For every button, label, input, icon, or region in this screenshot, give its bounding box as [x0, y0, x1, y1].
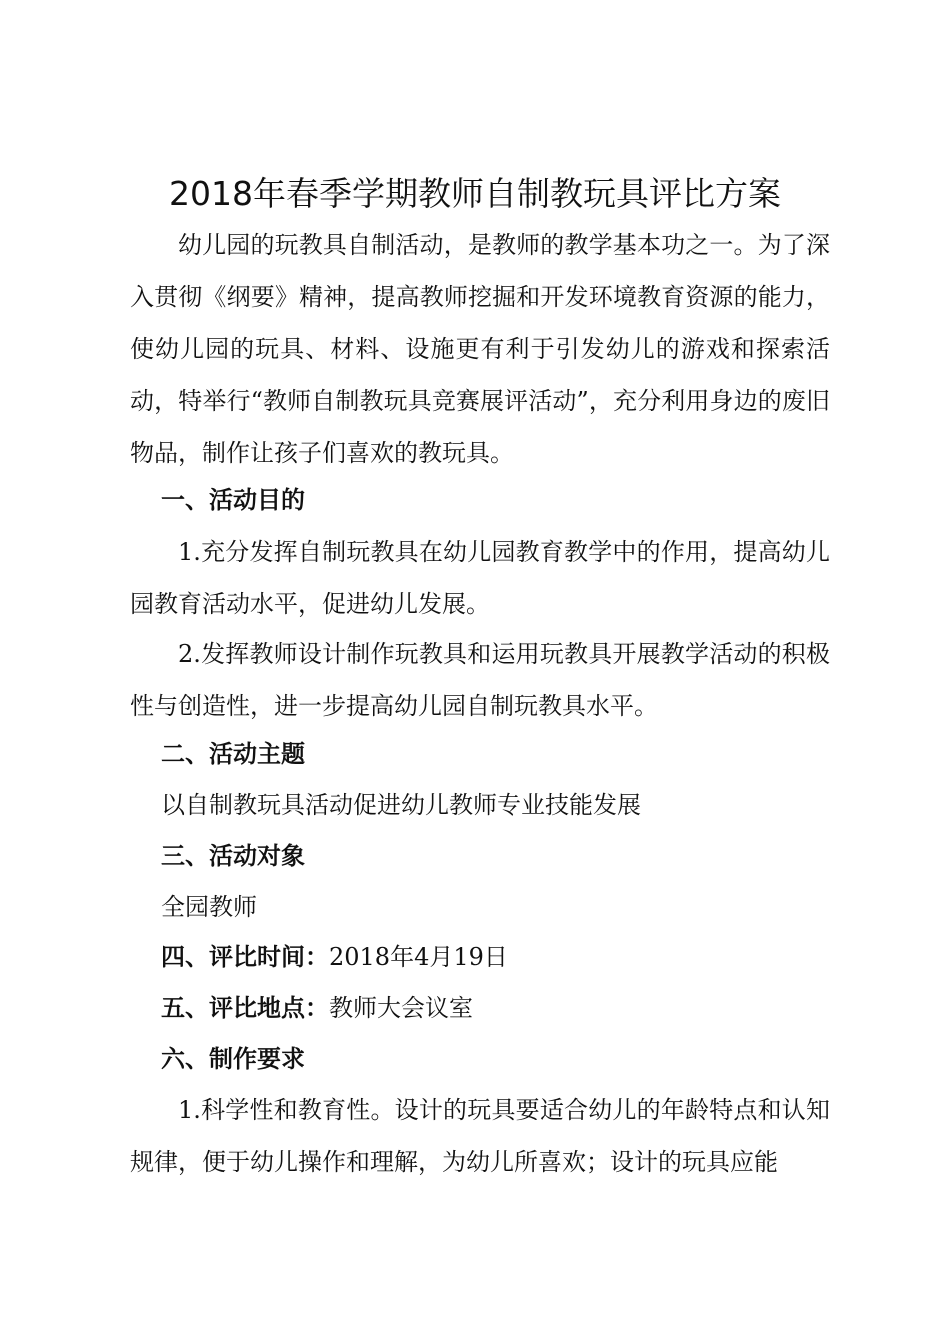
purpose-item-1: 1.充分发挥自制玩教具在幼儿园教育教学中的作用，提高幼儿园教育活动水平，促进幼儿发展。 — [130, 538, 830, 618]
section-heading-purpose: 一、活动目的 — [161, 486, 305, 514]
section-heading-theme: 二、活动主题 — [161, 740, 305, 768]
target-text: 全园教师 — [161, 893, 257, 921]
theme-text: 以自制教玩具活动促进幼儿教师专业技能发展 — [161, 791, 641, 819]
section-heading-target: 三、活动对象 — [161, 842, 305, 870]
section-location — [161, 982, 473, 1034]
document-title: 2018年春季学期教师自制教玩具评比方案 — [169, 174, 781, 213]
time-text: 2018年4月19日 — [329, 943, 508, 971]
intro-paragraph: 幼儿园的玩教具自制活动，是教师的教学基本功之一。为了深入贯彻《纲要》精神，提高教师挖掘和开发环境教育资源的能力，使幼儿园的玩具、材料、设施更有利于引发幼儿的游戏和探索活动，特举行“教师自制教玩具竞赛展评活动”，充分利用身边的废旧物品，制作让孩子们喜欢的教玩具。 — [130, 231, 830, 467]
section-heading-requirements: 六、制作要求 — [161, 1045, 305, 1073]
section-heading-time: 四、评比时间： — [161, 943, 329, 971]
section-heading-location: 五、评比地点： — [161, 994, 329, 1022]
section-time — [161, 931, 508, 983]
purpose-item-2: 2.发挥教师设计制作玩教具和运用玩教具开展教学活动的积极性与创造性，进一步提高幼儿园自制玩教具水平。 — [130, 640, 830, 720]
requirements-item-1: 1.科学性和教育性。设计的玩具要适合幼儿的年龄特点和认知规律，便于幼儿操作和理解，为幼儿所喜欢；设计的玩具应能 — [130, 1096, 830, 1176]
location-text: 教师大会议室 — [329, 994, 473, 1022]
